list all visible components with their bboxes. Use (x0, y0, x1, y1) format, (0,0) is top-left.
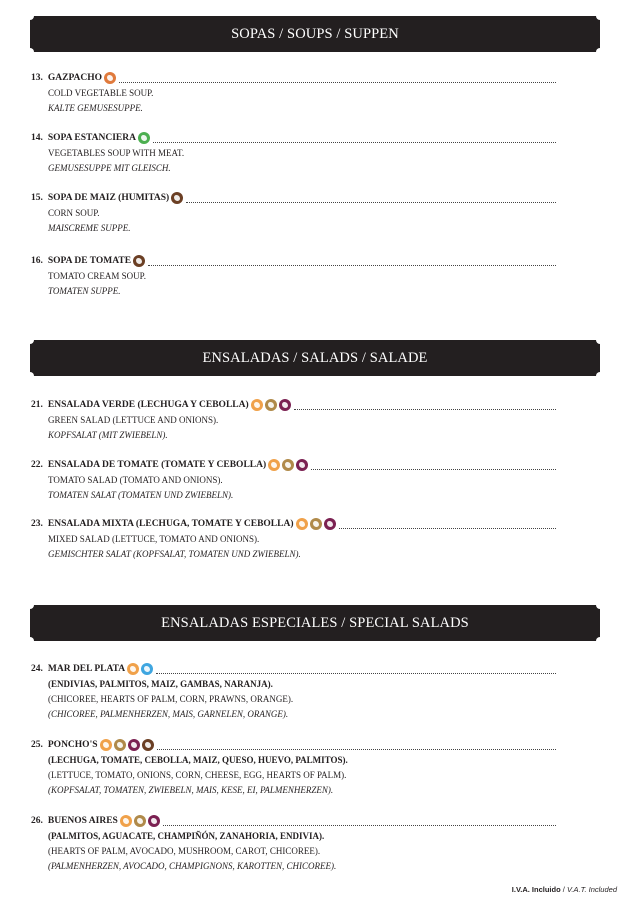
item-description: KALTE GEMUSESUPPE. (48, 103, 143, 113)
item-description: TOMATO SALAD (TOMATO AND ONIONS). (48, 475, 223, 485)
allergen-icon (100, 739, 112, 751)
item-description: (PALMITOS, AGUACATE, CHAMPIÑÓN, ZANAHORIA, ENDIVIA). (48, 831, 325, 841)
allergen-icon (127, 663, 139, 675)
item-number: 14. (31, 133, 43, 143)
item-description: (LECHUGA, TOMATE, CEBOLLA, MAIZ, QUESO, HUEVO, PALMITOS). (48, 755, 348, 765)
allergen-icon (104, 72, 116, 84)
item-description: (KOPFSALAT, TOMATEN, ZWIEBELN, MAIS, KESE, EI, PALMENHERZEN). (48, 785, 334, 795)
menu-item-header (31, 661, 556, 677)
item-description: TOMATEN SALAT (TOMATEN UND ZWIEBELN). (48, 490, 234, 500)
item-description: (LETTUCE, TOMATO, ONIONS, CORN, CHEESE, EGG, HEARTS OF PALM). (48, 770, 347, 780)
allergen-icon (171, 192, 183, 204)
dot-leader (186, 193, 556, 203)
allergen-icon (128, 739, 140, 751)
item-description: GREEN SALAD (LETTUCE AND ONIONS). (48, 415, 219, 425)
allergen-icon (138, 132, 150, 144)
item-name: PONCHO'S (47, 740, 98, 750)
item-name: SOPA ESTANCIERA (47, 133, 136, 143)
allergen-icon (251, 399, 263, 411)
dot-leader (311, 460, 556, 470)
menu-item-header (31, 516, 556, 532)
menu-item-header (31, 190, 556, 206)
allergen-icon (265, 399, 277, 411)
menu-item (31, 253, 556, 299)
section-banner-salads (30, 340, 600, 376)
item-name: GAZPACHO (47, 73, 103, 83)
section-banner-soups (30, 16, 600, 52)
allergen-icon (279, 399, 291, 411)
tax-note-es: I.V.A. Incluido (511, 885, 561, 894)
allergen-icon (141, 663, 153, 675)
item-description: TOMATO CREAM SOUP. (48, 271, 146, 281)
allergen-icon (142, 739, 154, 751)
allergen-icon (282, 459, 294, 471)
item-description: (ENDIVIAS, PALMITOS, MAIZ, GAMBAS, NARANJA). (48, 679, 273, 689)
item-name: SOPA DE TOMATE (47, 256, 132, 266)
dot-leader (294, 400, 556, 410)
item-number: 23. (31, 519, 43, 529)
allergen-icon (268, 459, 280, 471)
tax-note-en: V.A.T. Included (566, 885, 617, 894)
allergen-icon (148, 815, 160, 827)
tax-note: I.V.A. Incluido / V.A.T. Included (511, 885, 617, 894)
menu-item (31, 661, 556, 722)
dot-leader (153, 133, 556, 143)
section-title: SOPAS / SOUPS / SUPPEN (231, 26, 399, 42)
menu-item (31, 516, 556, 562)
item-name: BUENOS AIRES (47, 816, 118, 826)
dot-leader (339, 519, 556, 529)
menu-item (31, 457, 556, 503)
menu-item-header (31, 813, 556, 829)
dot-leader (156, 664, 556, 674)
item-description: TOMATEN SUPPE. (48, 286, 121, 296)
item-description: (PALMENHERZEN, AVOCADO, CHAMPIGNONS, KAROTTEN, CHICOREE). (48, 861, 337, 871)
allergen-icon (114, 739, 126, 751)
item-name: ENSALADA VERDE (LECHUGA Y CEBOLLA) (47, 400, 249, 410)
section-banner-special-salads (30, 605, 600, 641)
allergen-icon (324, 518, 336, 530)
menu-item-header (31, 397, 556, 413)
menu-item-header (31, 737, 556, 753)
item-description: GEMUSESUPPE MIT GLEISCH. (48, 163, 171, 173)
menu-item (31, 397, 556, 443)
menu-item (31, 737, 556, 798)
allergen-icon (296, 459, 308, 471)
item-description: MIXED SALAD (LETTUCE, TOMATO AND ONIONS). (48, 534, 260, 544)
menu-item (31, 130, 556, 176)
dot-leader (119, 73, 556, 83)
item-number: 24. (31, 664, 43, 674)
menu-item (31, 70, 556, 116)
allergen-icon (310, 518, 322, 530)
dot-leader (163, 816, 556, 826)
item-name: MAR DEL PLATA (47, 664, 126, 674)
item-description: (HEARTS OF PALM, AVOCADO, MUSHROOM, CAROT, CHICOREE). (48, 846, 321, 856)
dot-leader (157, 740, 557, 750)
dot-leader (148, 256, 556, 266)
item-description: COLD VEGETABLE SOUP. (48, 88, 154, 98)
menu-item-header (31, 253, 556, 269)
item-number: 13. (31, 73, 43, 83)
menu-item-header (31, 70, 556, 86)
item-description: KOPFSALAT (MIT ZWIEBELN). (48, 430, 168, 440)
menu-item-header (31, 457, 556, 473)
item-number: 25. (31, 740, 43, 750)
menu-item (31, 813, 556, 874)
item-name: ENSALADA MIXTA (LECHUGA, TOMATE Y CEBOLLA) (47, 519, 294, 529)
item-description: (CHICOREE, HEARTS OF PALM, CORN, PRAWNS, ORANGE). (48, 694, 294, 704)
item-number: 16. (31, 256, 43, 266)
section-title: ENSALADAS ESPECIALES / SPECIAL SALADS (161, 615, 469, 631)
item-number: 26. (31, 816, 43, 826)
item-description: GEMISCHTER SALAT (KOPFSALAT, TOMATEN UND ZWIEBELN). (48, 549, 301, 559)
allergen-icon (296, 518, 308, 530)
item-description: VEGETABLES SOUP WITH MEAT. (48, 148, 185, 158)
item-number: 22. (31, 460, 43, 470)
item-description: CORN SOUP. (48, 208, 100, 218)
item-description: (CHICOREE, PALMENHERZEN, MAIS, GARNELEN, ORANGE). (48, 709, 289, 719)
allergen-icon (133, 255, 145, 267)
item-name: ENSALADA DE TOMATE (TOMATE Y CEBOLLA) (47, 460, 267, 470)
menu-item (31, 190, 556, 236)
item-number: 15. (31, 193, 43, 203)
section-title: ENSALADAS / SALADS / SALADE (202, 350, 428, 366)
item-name: SOPA DE MAIZ (HUMITAS) (47, 193, 170, 203)
item-number: 21. (31, 400, 43, 410)
item-description: MAISCREME SUPPE. (48, 223, 131, 233)
allergen-icon (134, 815, 146, 827)
menu-item-header (31, 130, 556, 146)
allergen-icon (120, 815, 132, 827)
